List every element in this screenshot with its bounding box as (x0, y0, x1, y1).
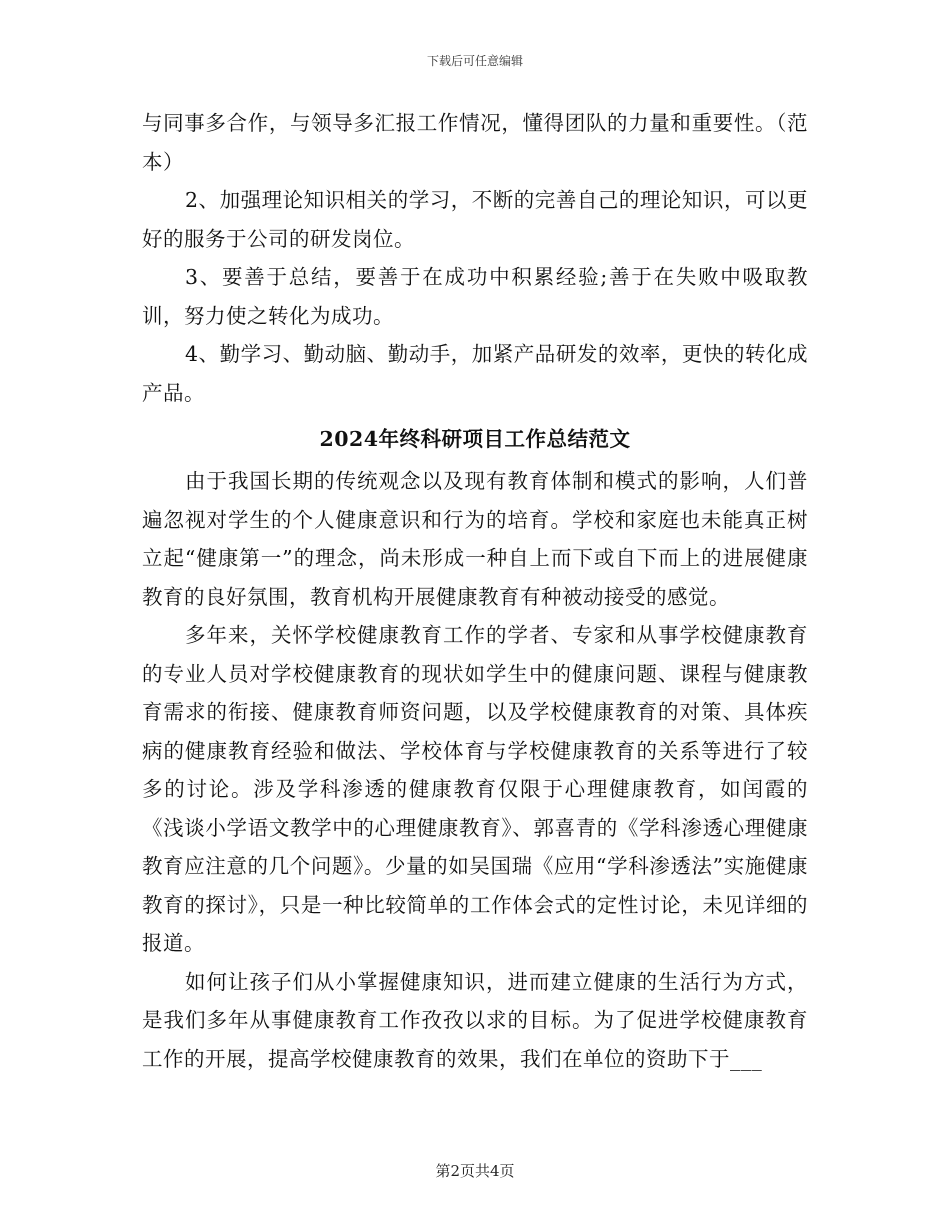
paragraph-item-3: 3、要善于总结，要善于在成功中积累经验;善于在失败中吸取教训，努力使之转化为成功。 (142, 265, 808, 328)
page-header: 下载后可任意编辑 (426, 54, 523, 68)
paragraph-item-2: 2、加强理论知识相关的学习，不断的完善自己的理论知识，可以更好的服务于公司的研发岗位。 (142, 188, 808, 251)
paragraph-body-2: 多年来，关怀学校健康教育工作的学者、专家和从事学校健康教育的专业人员对学校健康教育的现状如学生中的健康问题、课程与健康教育需求的衔接、健康教育师资问题，以及学校健康教育的对策、具体疾病的健康教育经验和做法、学校体育与学校健康教育的关系等进行了较多的讨论。涉及学科渗透的健康教育仅限于心理健康教育，如闰霞的《浅谈小学语文教学中的心理健康教育》、郭喜青的《学科渗透心理健康教育应注意的几个问题》。少量的如吴国瑞《应用“学科渗透法”实施健康教育的探讨》，只是一种比较简单的工作体会式的定性讨论，未见详细的报道。 (142, 623, 808, 955)
paragraph-body-3: 如何让孩子们从小掌握健康知识，进而建立健康的生活行为方式，是我们多年从事健康教育工作孜孜以求的目标。为了促进学校健康教育工作的开展，提高学校健康教育的效果，我们在单位的资助下于___ (142, 969, 808, 1071)
paragraph-continuation: 与同事多合作，与领导多汇报工作情况，懂得团队的力量和重要性。（范本） (142, 111, 808, 174)
paragraph-item-4: 4、勤学习、勤动脑、勤动手，加紧产品研发的效率，更快的转化成产品。 (142, 342, 808, 405)
paragraph-body-1: 由于我国长期的传统观念以及现有教育体制和模式的影响，人们普遍忽视对学生的个人健康意识和行为的培育。学校和家庭也未能真正树立起“健康第一”的理念，尚未形成一种自上而下或自下而上的进展健康教育的良好氛围，教育机构开展健康教育有种被动接受的感觉。 (142, 469, 808, 609)
section-title: 2024年终科研项目工作总结范文 (319, 427, 631, 451)
document-body (142, 104, 808, 1078)
page-footer: 第2页共4页 (435, 1162, 515, 1180)
